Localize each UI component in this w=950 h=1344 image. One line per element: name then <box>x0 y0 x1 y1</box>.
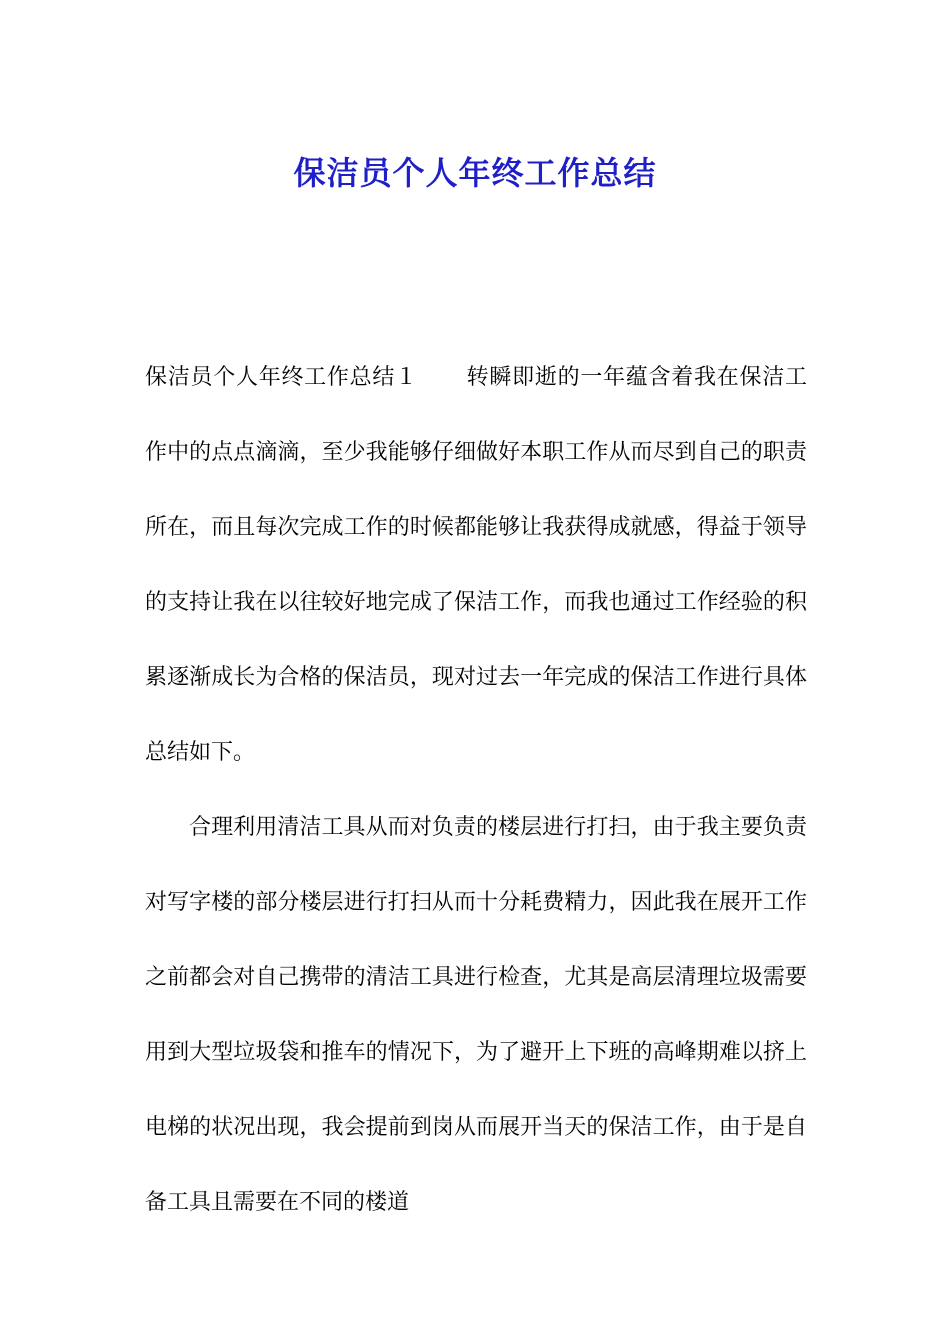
document-title: 保洁员个人年终工作总结 <box>293 154 657 193</box>
paragraph-1-text: 转瞬即逝的一年蕴含着我在保洁工作中的点点滴滴，至少我能够仔细做好本职工作从而尽到自己的职责所在，而且每次完成工作的时候都能够让我获得成就感，得益于领导的支持让我在以往较好地完成了保洁工作，而我也通过工作经验的积累逐渐成长为合格的保洁员，现对过去一年完成的保洁工作进行具体总结如下。 <box>145 365 807 765</box>
paragraph-1-lead: 保洁员个人年终工作总结１ <box>145 365 418 390</box>
paragraph-2: 合理利用清洁工具从而对负责的楼层进行打扫，由于我主要负责对写字楼的部分楼层进行打扫从而十分耗费精力，因此我在展开工作之前都会对自己携带的清洁工具进行检查，尤其是高层清理垃圾需要用到大型垃圾袋和推车的情况下，为了避开上下班的高峰期难以挤上电梯的状况出现，我会提前到岗从而展开当天的保洁工作，由于是自备工具且需要在不同的楼道 <box>145 815 807 1215</box>
paragraph-1 <box>145 340 807 790</box>
document-body <box>145 340 807 1240</box>
